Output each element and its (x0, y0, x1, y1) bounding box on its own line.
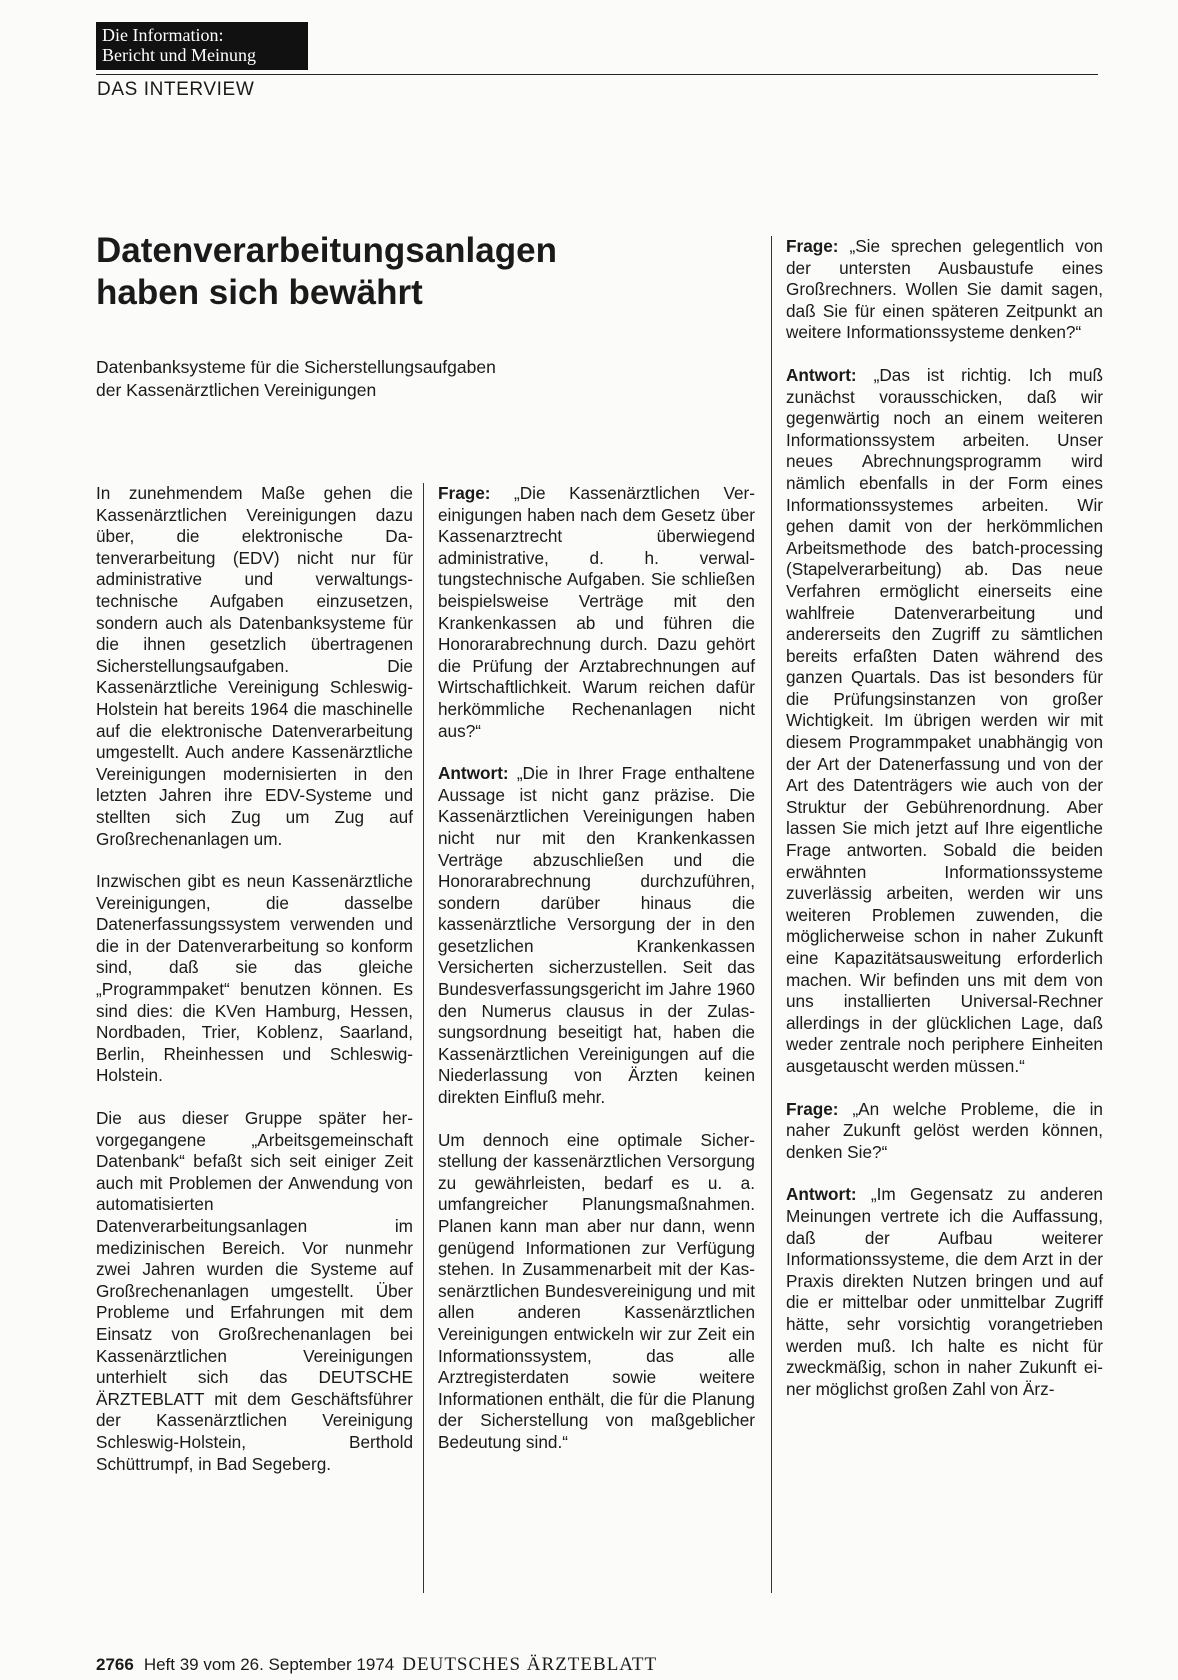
answer-text: „Die in Ihrer Frage enthaltene Aussage ist nicht ganz präzise. Die Kassenärztlichen Vereinigungen haben nicht nur mit den Krankenkassen Verträge abzuschließen und die Honorarabrechnung durchzuführen, sondern darüber hinaus die kassenärztliche Versorgung der in den gesetzlichen Krankenkassen Versicherten sicherzustellen. Seit das Bundesverfassungsgericht im Jahre 1960 den Numerus clausus in der Zulassungsordnung beseitigt hat, haben die Kassenärztlichen Vereinigungen auf die Niederlassung von Ärzten keinen direkten Einfluß mehr. (438, 763, 755, 1108)
question-label: Frage: (786, 236, 839, 256)
intro-paragraph-3: Die aus dieser Gruppe später hervorgegangene „Arbeitsgemeinschaft Datenbank“ befaßt sich seit einiger Zeit auch mit Problemen der Anwendung von automatisierten Datenverarbeitungsanlagen im medizinischen Bereich. Vor nunmehr zwei Jahren wurden die Systeme auf Großrechenanlagen umgestellt. Über Probleme und Erfahrungen mit dem Einsatz von Großrechenanlagen bei Kassenärztlichen Vereinigungen unterhielt sich das DEUTSCHE ÄRZTEBLATT mit dem Geschäftsführer der Kassenärztlichen Vereinigung Schleswig-Holstein, Berthold Schüttrumpf, in Bad Segeberg. (96, 1108, 413, 1474)
issue-info: Heft 39 vom 26. September 1974 (143, 1655, 395, 1674)
section-badge (96, 22, 308, 70)
answer-label: Antwort: (786, 1184, 857, 1205)
title-line-2: haben sich bewährt (96, 273, 423, 312)
column-2 (438, 483, 755, 1475)
answer-2 (786, 365, 1103, 1078)
column-3 (786, 236, 1103, 1421)
subtitle-line-1: Datenbanksysteme für die Sicherstellungsaufgaben (96, 357, 496, 377)
header-rule (96, 74, 1098, 75)
badge-line-1: Die Information: (102, 25, 224, 45)
answer-1 (438, 763, 755, 1109)
question-2 (786, 236, 1103, 344)
title-line-1: Datenverarbeitungsanlagen (96, 231, 557, 270)
question-text: „An welche Probleme, die in naher Zukunft gelöst werden können, denken Sie?“ (786, 1098, 1103, 1162)
question-text: „Sie sprechen gelegentlich von der untersten Ausbaustufe eines Großrechners. Wollen Sie damit sagen, daß Sie für einen späteren Zeitpunkt an weitere Informationssysteme denken?“ (786, 236, 1103, 343)
intro-paragraph-1: In zunehmendem Maße gehen die Kassenärztlichen Vereinigungen dazu über, die elektronische Datenverarbeitung (EDV) nicht nur für administrative und verwaltungstechnische Aufgaben einzusetzen, sondern auch als Datenbanksysteme für die ihnen gesetzlich übertragenen Sicherstellungsaufgaben. Die Kassenärztliche Vereinigung Schleswig-Holstein hat bereits 1964 die maschinelle auf die elektronische Datenverarbeitung umgestellt. Auch andere Kassenärztliche Vereinigungen modernisierten in den letzten Jahren ihre EDV-Systeme und stellten sich Zug um Zug auf Großrechenanlagen um. (96, 483, 413, 849)
article-subtitle (96, 356, 656, 402)
column-1 (96, 483, 413, 1496)
column-divider-1 (423, 483, 424, 1593)
answer-3 (786, 1184, 1103, 1400)
section-label: DAS INTERVIEW (97, 79, 255, 100)
answer-text: „Das ist richtig. Ich muß zunächst vorausschicken, daß wir gegenwärtig noch an einem weiteren Informationssystem arbeiten. Unser neues Abrechnungsprogramm wird nämlich ebenfalls in der Form eines Informationssystemes arbeiten. Wir gehen damit von der herkömmlichen Arbeitsmethode des batch-processing (Stapelverarbeitung) ab. Das neue Verfahren ermöglicht einerseits eine wahlfreie Datenverarbeitung und andererseits den Zugriff zu sämtlichen bereits erfaßten Daten während des ganzen Quartals. Das ist besonders für die Prüfungsinstanzen von großer Wichtigkeit. Im übrigen werden wir mit diesem Programmpaket unabhängig von der Art der Datenerfassung und von der Art des Datenträgers wie auch von der Struktur der Gebührenordnung. Aber lassen Sie mich jetzt auf Ihre eigentliche Frage antworten. Sobald die beiden erwähnten Informationssysteme zuverlässig arbeiten, werden wir uns weiteren Problemen zuwenden, die möglicherweise schon in naher Zukunft eine Kapazitätsausweitung erforderlich machen. Wir befinden uns mit dem von uns installierten Universal-Rechner allerdings in der glücklichen Lage, daß weder zentrale noch periphere Einheiten ausgetauscht werden müssen.“ (786, 364, 1103, 1076)
subtitle-line-2: der Kassenärztlichen Vereinigungen (96, 380, 377, 400)
question-1 (438, 483, 755, 742)
column-divider-2 (771, 236, 772, 1593)
publication-name: DEUTSCHES ÄRZTEBLATT (402, 1654, 658, 1675)
page-footer (96, 1654, 657, 1676)
answer-label: Antwort: (786, 364, 857, 385)
answer-label: Antwort: (438, 763, 509, 784)
intro-paragraph-2: Inzwischen gibt es neun Kassenärztliche Vereinigungen, die dasselbe Datenerfassungssystem verwenden und die in der Datenverarbeitung so konform sind, daß sie das gleiche „Programmpaket“ benutzen können. Es sind dies: die KVen Hamburg, Hessen, Nordbaden, Trier, Koblenz, Saarland, Berlin, Rheinhessen und Schleswig-Holstein. (96, 871, 413, 1086)
page-number: 2766 (96, 1655, 134, 1674)
answer-1-continued: Um dennoch eine optimale Sicherstellung der kassenärztlichen Versorgung zu gewährleisten, bedarf es u. a. umfangreicher Planungsmaßnahmen. Planen kann man aber nur dann, wenn genügend Informationen zur Verfügung stehen. In Zusammenarbeit mit der Kassenärztlichen Bundesvereinigung und mit allen anderen Kassenärztlichen Vereinigungen entwickeln wir zur Zeit ein Informationssystem, das alle Arztregisterdaten sowie weitere Informationen enthält, die für die Planung der Sicherstellung von maßgeblicher Bedeutung sind.“ (438, 1129, 755, 1452)
question-3 (786, 1099, 1103, 1164)
article-title (96, 230, 656, 314)
answer-text: „Im Gegensatz zu anderen Meinungen vertrete ich die Auffassung, daß der Aufbau weiterer Informationssysteme, die dem Arzt in der Praxis direkten Nutzen bringen und auf die er mittelbar oder unmittelbar Zugriff hätte, sehr vorsichtig vorangetrieben werden muß. Ich halte es nicht für zweckmäßig, schon in naher Zukunft einer möglichst großen Zahl von Ärz- (786, 1184, 1103, 1399)
badge-line-2: Bericht und Meinung (102, 45, 256, 65)
question-text: „Die Kassenärztlichen Vereinigungen haben nach dem Gesetz über Kassenarztrecht überwiegend administrative, d. h. verwaltungstechnische Aufgaben. Sie schließen beispielsweise Verträge mit den Krankenkassen ab und führen die Honorarabrechnung durch. Dazu gehört die Prüfung der Arztabrechnungen auf Wirtschaftlichkeit. Warum reichen dafür herkömmliche Rechenanlagen nicht aus?“ (438, 483, 755, 741)
question-label: Frage: (786, 1098, 839, 1119)
question-label: Frage: (438, 483, 491, 503)
